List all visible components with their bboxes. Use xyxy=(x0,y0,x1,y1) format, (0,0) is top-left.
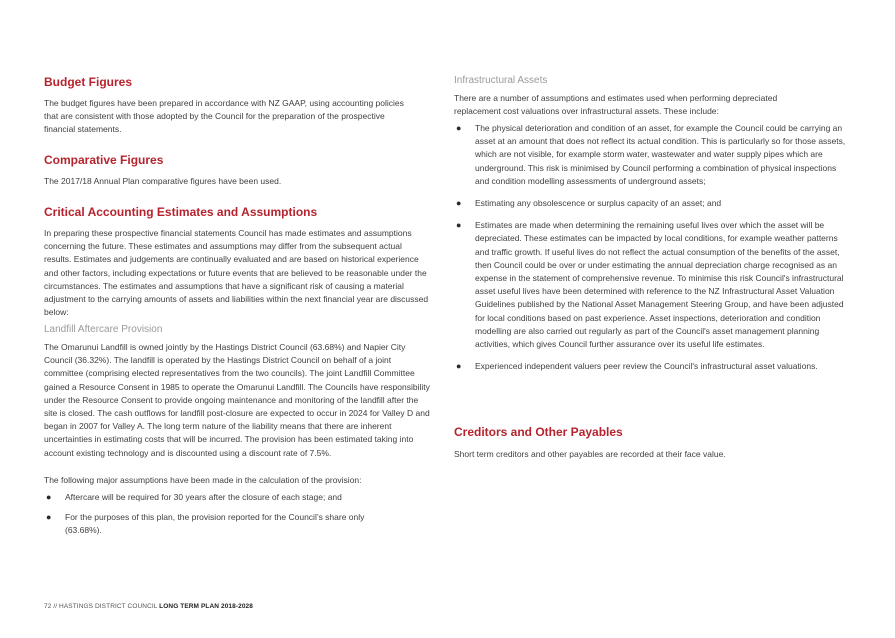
list-item-text: Estimating any obsolescence or surplus capacity of an asset; and xyxy=(475,198,722,209)
comparative-figures-heading: Comparative Figures xyxy=(44,153,164,167)
list-item xyxy=(454,219,852,351)
list-item xyxy=(454,360,852,373)
page-footer xyxy=(44,603,253,610)
list-item-text: Aftercare will be required for 30 years after the closure of each stage; and xyxy=(65,492,342,502)
infrastructural-assumptions-list xyxy=(454,122,852,373)
list-item xyxy=(44,491,400,504)
list-item-text: For the purposes of this plan, the provision reported for the Council’s share only (63.68%). xyxy=(65,512,365,536)
bullet-icon: ● xyxy=(456,123,462,133)
list-item xyxy=(454,197,852,210)
bullet-icon: ● xyxy=(456,198,462,209)
landfill-assumptions-list xyxy=(44,491,400,538)
creditors-body: Short term creditors and other payables are recorded at their face value. xyxy=(454,449,726,459)
list-item xyxy=(44,511,400,537)
bullet-icon: ● xyxy=(456,361,462,372)
creditors-heading: Creditors and Other Payables xyxy=(454,425,623,439)
landfill-intro: The following major assumptions have been made in the calculation of the provision: xyxy=(44,475,362,485)
bullet-icon: ● xyxy=(46,512,52,523)
list-item-text: Experienced independent valuers peer review the Council's infrastructural asset valuations. xyxy=(475,361,818,372)
infrastructural-assets-heading: Infrastructural Assets xyxy=(454,75,548,86)
budget-figures-heading: Budget Figures xyxy=(44,75,133,89)
landfill-body: The Omarunui Landfill is owned jointly by the Hastings District Council (63.68%) and Napier City Council (36.32%). The landfill is operated by the Hastings District Council on behalf of a joint committee (comprising elected representatives from the two councils). The joint Landfill Committee gained a Resource Consent in 1985 to operate the Omarunui Landfill. The Councils have responsibility under the Resource Consent to provide ongoing maintenance and monitoring of the landfill after the site is closed. The cash outflows for landfill post-closure are expected to occur in 2024 for Valley D and began in 2007 for Valley A. The long term nature of the liability means that there are inherent uncertainties in estimating costs that will be incurred. The provision has been estimated taking into account existing technology and is discounted using a discount rate of 7.5%. xyxy=(44,342,430,458)
bullet-icon: ● xyxy=(456,220,462,231)
landfill-heading: Landfill Aftercare Provision xyxy=(44,324,163,335)
list-item-text: Estimates are made when determining the remaining useful lives over which the asset will be depreciated. These estimates can be impacted by local conditions, for example weather patterns and traffic growth. If useful lives do not reflect the actual consumption of the benefits of the asset, then Council could be over or under estimating the annual depreciation charge recognised as an expense in the statement of comprehensive revenue. To minimise this risk Council's infrastructural asset useful lives have been determined with reference to the NZ Infrastructural Asset Valuation Guidelines published by the National Asset Management Steering Group, and have been adjusted for local conditions based on past experience. Asset inspections, deterioration and condition modelling are also carried out regularly as part of the Council's asset management planning activities, which gives Council further assurance over its useful life estimates. xyxy=(475,220,844,350)
list-item xyxy=(454,122,852,188)
footer-prefix: 72 // HASTINGS DISTRICT COUNCIL xyxy=(44,603,160,610)
critical-estimates-heading: Critical Accounting Estimates and Assumptions xyxy=(44,205,318,219)
budget-figures-body: The budget figures have been prepared in accordance with NZ GAAP, using accounting policies that are consistent with those adopted by the Council for the preparation of the prospective financial statements. xyxy=(44,98,404,135)
critical-estimates-body: In preparing these prospective financial statements Council has made estimates and assumptions concerning the future. These estimates and assumptions may differ from the subsequent actual results. Estimates and judgements are continually evaluated and are based on historical experience and other factors, including expectations or future events that are believed to be reasonable under the circumstances. The estimates and assumptions that have a significant risk of causing a material adjustment to the carrying amounts of assets and liabilities within the next financial year are discussed below: xyxy=(44,228,429,318)
list-item-text: The physical deterioration and condition of an asset, for example the Council could be carrying an asset at an amount that does not reflect its actual condition. This is particularly so for those assets, which are not visible, for example storm water, wastewater and water supply pipes which are underground. This risk is minimised by Council performing a combination of physical inspections and condition modelling assessments of underground assets; xyxy=(475,123,846,186)
comparative-figures-body: The 2017/18 Annual Plan comparative figures have been used. xyxy=(44,176,282,186)
footer-plan-title: LONG TERM PLAN 2018-2028 xyxy=(159,603,253,610)
infrastructural-assets-body: There are a number of assumptions and estimates used when performing depreciated replacement cost valuations over infrastructural assets. These include: xyxy=(454,93,778,117)
bullet-icon: ● xyxy=(46,492,52,502)
